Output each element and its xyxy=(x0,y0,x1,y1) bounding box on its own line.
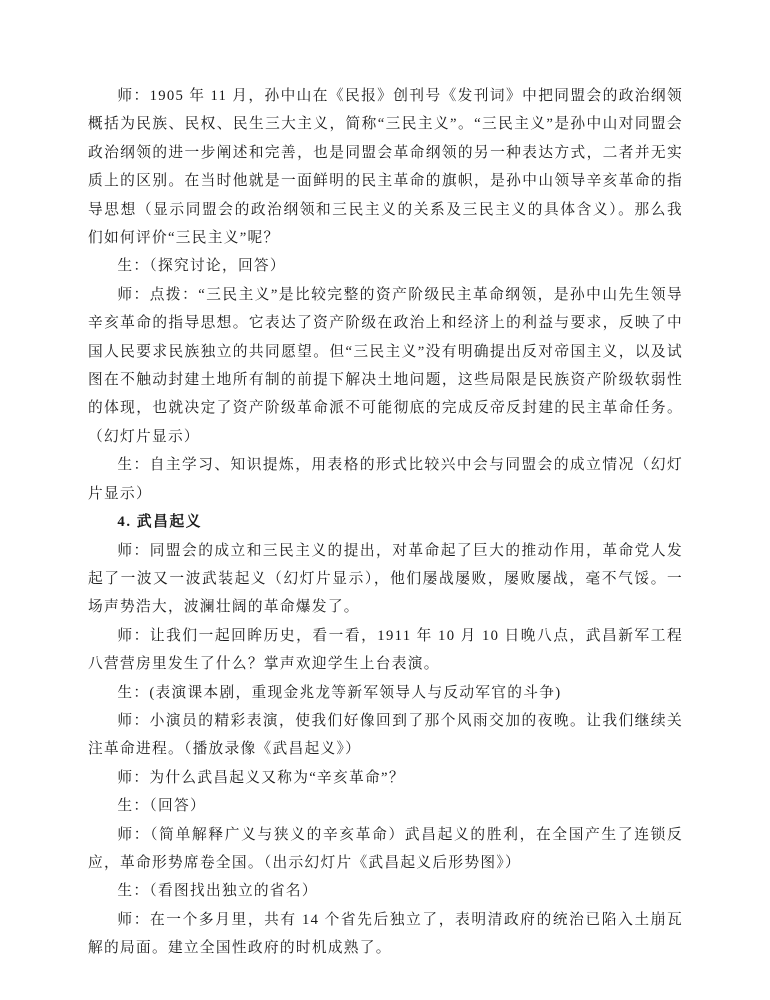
teacher-paragraph-chain-reaction: 师：（简单解释广义与狭义的辛亥革命）武昌起义的胜利，在全国产生了连锁反应，革命形势席卷全国。（出示幻灯片《武昌起义后形势图》） xyxy=(88,826,683,871)
lesson-plan-text-block xyxy=(88,82,683,963)
student-paragraph-self-study-table: 生：自主学习、知识提炼，用表格的形式比较兴中会与同盟会的成立情况（幻灯片显示） xyxy=(88,457,683,502)
student-paragraph-answer: 生：（回答） xyxy=(117,798,206,815)
teacher-paragraph-sanminzhuyi-evaluation: 师：点拨：“三民主义”是比较完整的资产阶级民主革命纲领，是孙中山先生领导辛亥革命的指导思想。它表达了资产阶级在政治上和经济上的利益与要求，反映了中国人民要求民族独立的共同愿望。但“三民主义”没有明确提出反对帝国主义，以及试图在不触动封建土地所有制的前提下解决土地问题，这些局限是民族资产阶级软弱性的体现，也就决定了资产阶级革命派不可能彻底的完成反帝反封建的民主革命任务。（幻灯片显示） xyxy=(88,286,683,445)
teacher-paragraph-1911-review: 师：让我们一起回眸历史，看一看，1911 年 10 月 10 日晚八点，武昌新军工程八营营房里发生了什么？掌声欢迎学生上台表演。 xyxy=(88,627,683,673)
teacher-paragraph-14-provinces: 师：在一个多月里，共有 14 个省先后独立了，表明清政府的统治已陷入土崩瓦解的局面。建立全国性政府的时机成熟了。 xyxy=(88,911,683,957)
teacher-paragraph-sanminzhuyi-intro: 师：1905 年 11 月，孙中山在《民报》创刊号《发刊词》中把同盟会的政治纲领概括为民族、民权、民生三大主义，简称“三民主义”。“三民主义”是孙中山对同盟会政治纲领的进一步阐述和完善，也是同盟会革命纲领的另一种表达方式，二者并无实质上的区别。在当时他就是一面鲜明的民主革命的旗帜，是孙中山领导辛亥革命的指导思想（显示同盟会的政治纲领和三民主义的关系及三民主义的具体含义）。那么我们如何评价“三民主义”呢？ xyxy=(88,88,683,247)
teacher-paragraph-performance-comment: 师：小演员的精彩表演，使我们好像回到了那个风雨交加的夜晚。让我们继续关注革命进程。（播放录像《武昌起义》） xyxy=(88,712,683,758)
section-heading-wuchang-uprising: 4. 武昌起义 xyxy=(117,514,203,531)
student-paragraph-discussion: 生：（探究讨论，回答） xyxy=(117,258,286,275)
teacher-paragraph-xinhai-question: 师：为什么武昌起义又称为“辛亥革命”？ xyxy=(117,769,405,786)
student-paragraph-map-provinces: 生：（看图找出独立的省名） xyxy=(117,883,318,900)
student-paragraph-classroom-drama: 生：(表演课本剧，重现金兆龙等新军领导人与反动军官的斗争) xyxy=(117,684,562,701)
teacher-paragraph-uprising-background: 师：同盟会的成立和三民主义的提出，对革命起了巨大的推动作用，革命党人发起了一波又一波武装起义（幻灯片显示），他们屡战屡败，屡败屡战，毫不气馁。一场声势浩大，波澜壮阔的革命爆发了。 xyxy=(88,542,683,616)
